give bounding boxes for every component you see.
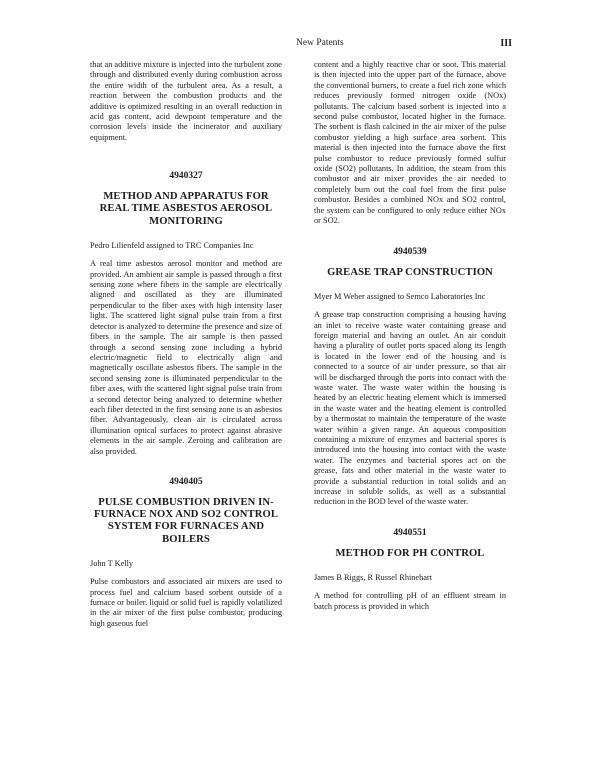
patent-abstract: Pulse combustors and associated air mixers are used to process fuel and calcium based sorbent outside of a furnace or boiler. liquid or solid fuel is rapidly volatilized in the air mixer of the first pulse combustor, producing high gaseous fuel — [90, 577, 282, 628]
page-number: III — [500, 38, 512, 49]
patent-title: PULSE COMBUSTION DRIVEN IN-FURNACE NOX AND SO2 CONTROL SYSTEM FOR FURNACES AND BOILERS — [94, 496, 278, 545]
right-column — [314, 60, 506, 612]
patent-number: 4940551 — [393, 527, 427, 538]
patent-title: GREASE TRAP CONSTRUCTION — [327, 266, 493, 278]
patent-abstract: A real time asbestos aerosol monitor and method are provided. An ambient air sample is passed through a first sensing zone where fibers in the sample are electrically aligned and oscillated as they are illuminated perpendicular to the fiber axes with high intensity laser light. The scattered light signal pulse train from a first detector is analyzed to determine the presence and size of fibers in the sample. The air sample is then passed through a second sensing zone including a hybrid electric/magnetic field to electrically align and magnetically oscillate asbestos fibers. The sample in the second sensing zone is illuminated perpendicular to the fiber axes, with the scattered light signal pulse train from a second detector being analyzed to determine whether each fiber detected in the first sensing zone is an asbestos fiber. Advantageously, clean air is circulated across illumination optical surfaces to protect against abrasive elements in the air sample. Zeroing and calibration are also provided. — [90, 259, 282, 456]
patent-abstract: A method for controlling pH of an effluent stream in batch process is provided in which — [314, 591, 506, 611]
page-header — [0, 38, 600, 52]
patent-assignee: Myer M Weber assigned to Semco Laboratories Inc — [314, 291, 486, 301]
patent-number: 4940539 — [393, 246, 427, 257]
patent-title: METHOD FOR PH CONTROL — [335, 547, 485, 559]
patent-assignee: John T Kelly — [90, 558, 134, 568]
patent-number: 4940327 — [169, 171, 203, 182]
running-title: New Patents — [296, 38, 344, 48]
patent-number: 4940405 — [169, 476, 203, 487]
continued-abstract: content and a highly reactive char or soot. This material is then injected into the upper part of the furnace, above the conventional burners, to create a fuel rich zone which reduces previously formed nitrogen oxide (NOx) pollutants. The calcium based sorbent is injected into a second pulse combustor, located higher in the furnace. The sorbent is flash calcined in the air mixer of the pulse combustor yielding a high surface area sorbent. This material is then injected into the furnace above the first pulse combustor to reduce previously formed sulfur oxide (SO2) pollutants. In addition, the steam from this combustor and air mixer provides the air needed to completely burn out the coal fuel from the first pulse combustor. Besides a combined NOx and SO2 control, the system can be configured to only reduce either NOx or SO2. — [314, 60, 506, 226]
patent-abstract: A grease trap construction comprising a housing having an inlet to receive waste water containing grease and foreign material and having an outlet. An air conduit having a plurality of outlet ports spaced along its length is located in the lower end of the housing and is connected to a source of air under pressure, so that air will be discharged through the ports into contact with the waste water. The waste water within the housing is heated by an electric heating element which is immersed in the waste water and the heating element is controlled by a thermostat to maintain the temperature of the waste water within a given range. An aqueous composition containing a mixture of enzymes and bacterial spores is introduced into the housing into contact with the waste water. The enzymes and bacterial spores act on the grease, fats and other material in the waste water to provide a substantial reduction in total solids and an increase in soluble solids, as well as a substantial reduction in the BOD level of the waste water. — [314, 310, 506, 507]
left-column — [90, 60, 282, 629]
patent-assignee: James B Riggs, R Russel Rhinehart — [314, 573, 432, 583]
continued-abstract: that an additive mixture is injected into the turbulent zone through and distributed evenly during combustion across the entire width of the turbulent area. As a result, a reaction between the combustion products and the additive is optimized resulting in an overall reduction in acid gas content, acid dewpoint temperature and the corrosion levels inside the incinerator and auxiliary equipment. — [90, 60, 282, 142]
patent-title: METHOD AND APPARATUS FOR REAL TIME ASBESTOS AEROSOL MONITORING — [99, 191, 273, 227]
patent-assignee: Pedro Lilienfeld assigned to TRC Companies Inc — [90, 240, 254, 250]
